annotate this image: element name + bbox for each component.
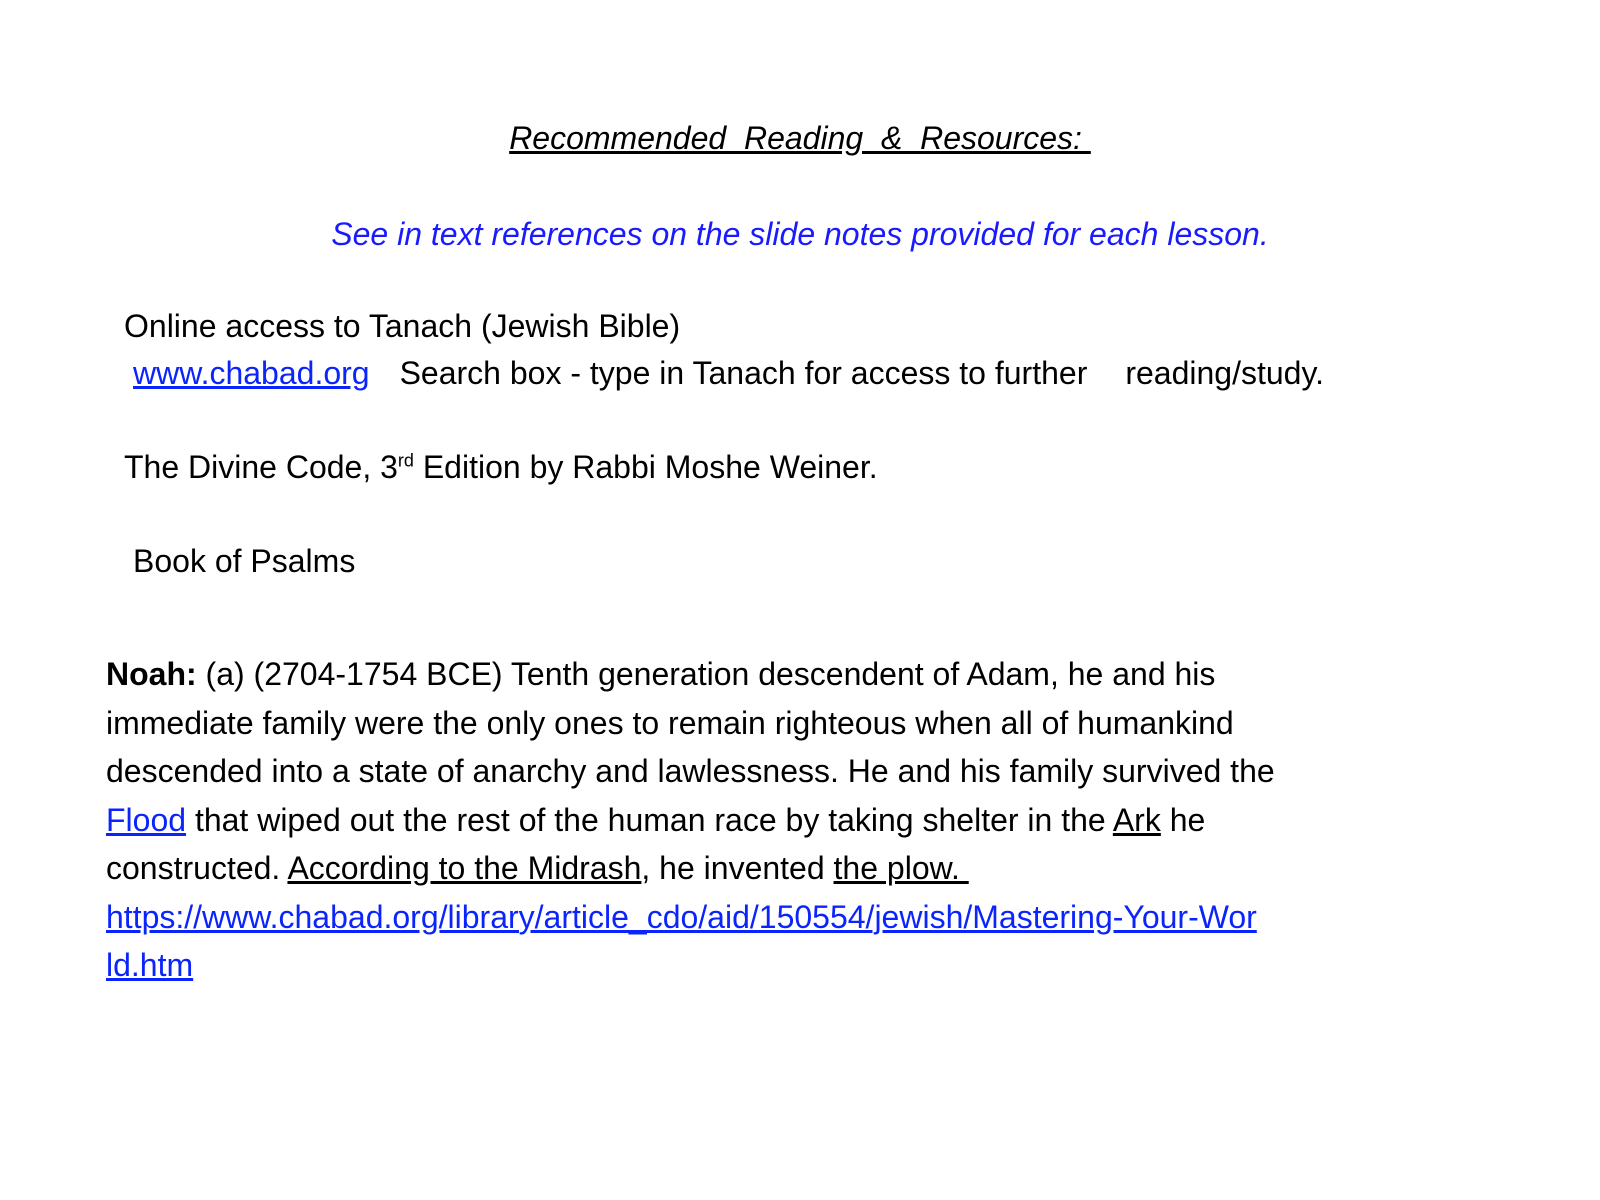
divine-code-sup: rd [397,450,414,471]
divine-code-pre: The Divine Code, 3 [124,449,398,485]
chabad-description-end: reading/study. [1125,355,1324,391]
chabad-description: Search box - type in Tanach for access to further [399,355,1088,391]
noah-line-1: (a) (2704-1754 BCE) Tenth generation descendent of Adam, he and his [196,656,1216,692]
online-access-text: Online access to Tanach (Jewish Bible) [124,308,681,344]
psalms-text: Book of Psalms [133,543,356,579]
noah-line-4-mid: that wiped out the rest of the human race by taking shelter in the [186,801,1113,838]
page-title [0,118,1600,158]
article-url-line-1[interactable]: https://www.chabad.org/library/article_cdo/aid/150554/jewish/Mastering-Your-Wor [106,898,1257,935]
subheading: See in text references on the slide notes provided for each lesson. [331,216,1269,252]
noah-row-5 [106,844,1506,893]
noah-line-4-end: he [1160,801,1206,838]
ark-link[interactable]: Ark [1112,801,1161,838]
noah-line-5-pre: constructed. [106,850,288,886]
noah-line-2: immediate family were the only ones to remain righteous when all of humankind [106,704,1234,741]
chabad-link[interactable]: www.chabad.org [133,355,370,391]
flood-link[interactable]: Flood [106,801,187,838]
noah-line-5-mid: , he invented [641,850,834,886]
noah-paragraph [106,650,1506,990]
plow-link[interactable]: the plow. [833,850,969,886]
midrash-link[interactable]: According to the Midrash [287,850,642,886]
heading-text: Recommended Reading & Resources: [509,120,1091,156]
noah-row-1 [106,650,1506,699]
article-url-line-2[interactable]: ld.htm [106,947,194,983]
divine-code-post: Edition by Rabbi Moshe Weiner. [413,449,878,485]
divine-code-text [124,447,878,487]
chabad-row [133,353,1324,393]
noah-label: Noah: [106,656,197,692]
noah-row-4 [106,796,1506,845]
noah-line-3: descended into a state of anarchy and lawlessness. He and his family survived the [106,753,1275,789]
